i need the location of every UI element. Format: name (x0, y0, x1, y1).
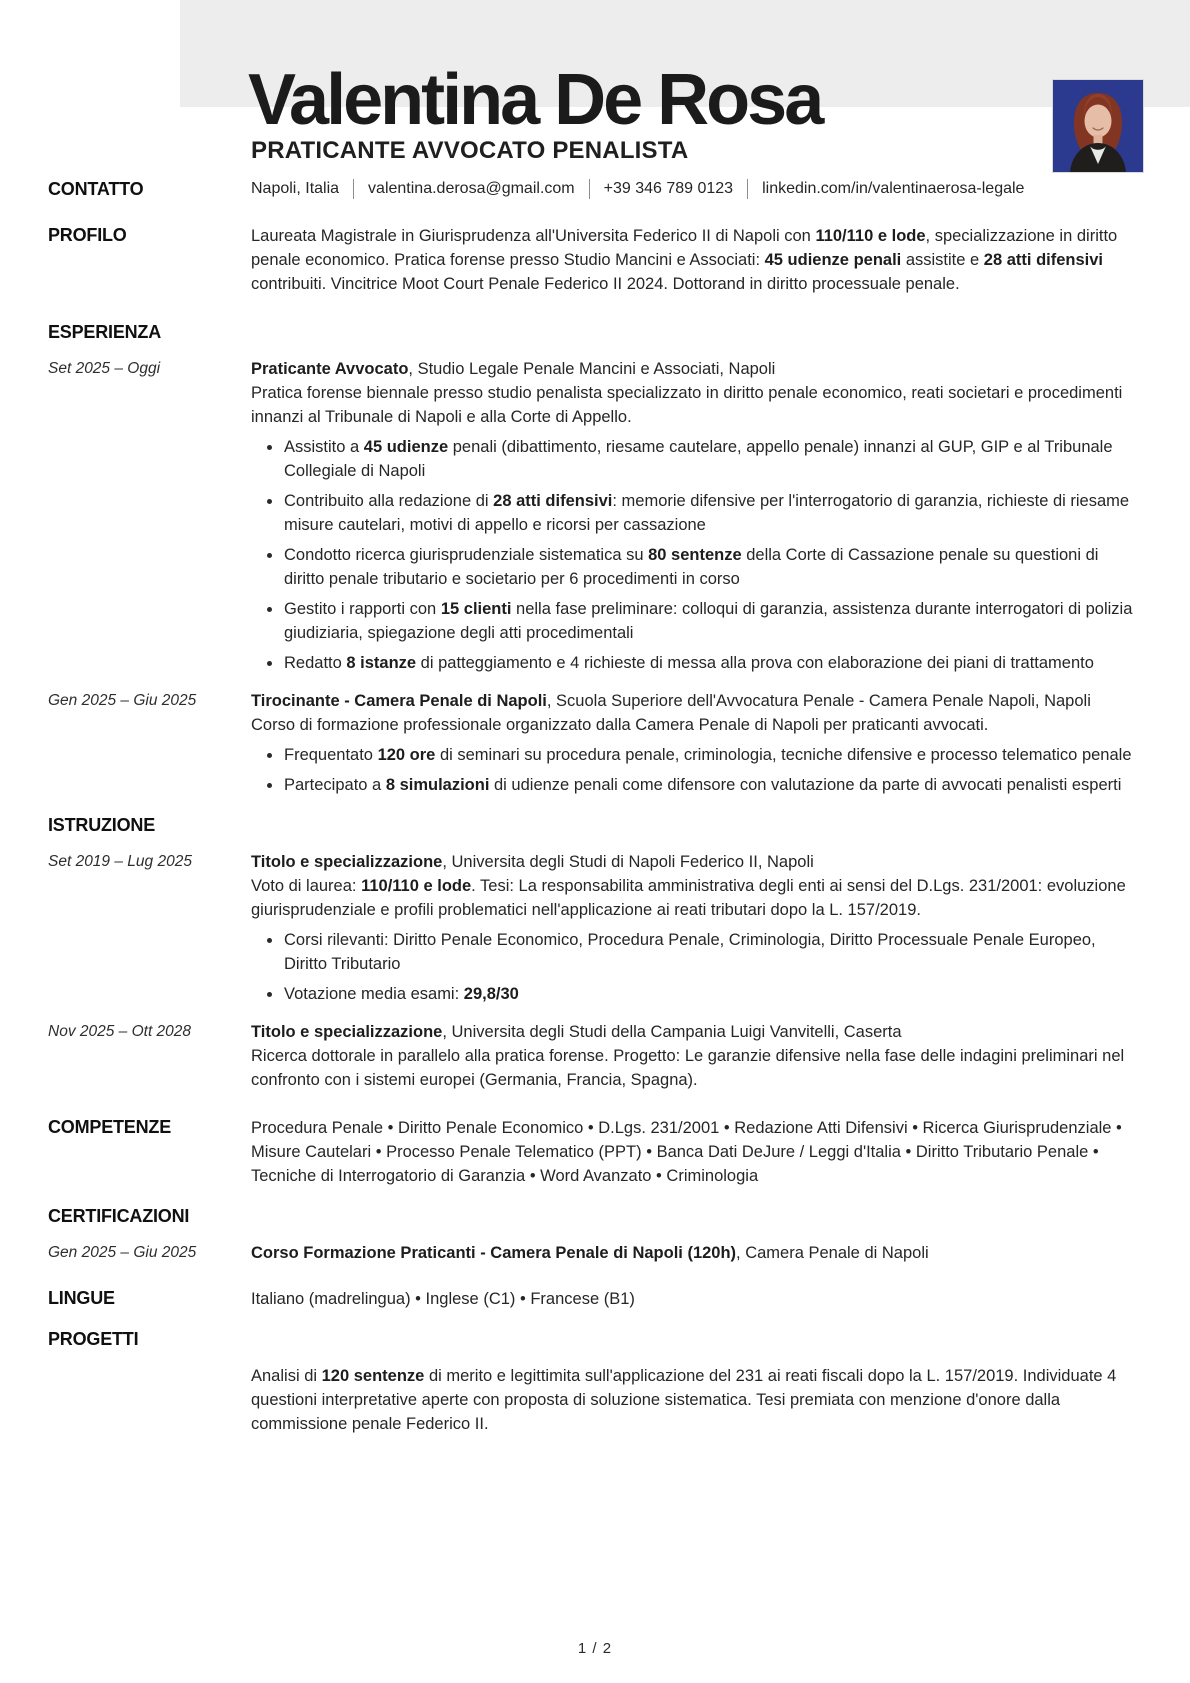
bullet-item: Partecipato a 8 simulazioni di udienze penali come difensore con valutazione da parte di avvocati penalisti esperti (251, 773, 1142, 797)
entry-date: Nov 2025 – Ott 2028 (48, 1023, 192, 1040)
section-label-istruzione: ISTRUZIONE (48, 815, 156, 835)
section-contact (48, 178, 1142, 200)
entry-content (251, 357, 1142, 675)
section-label-esperienza: ESPERIENZA (48, 322, 162, 342)
section-label-profilo: PROFILO (48, 225, 127, 245)
bullet-item: Contribuito alla redazione di 28 atti difensivi: memorie difensive per l'interrogatorio di garanzia, richieste di riesame misure cautelari, motivi di appello e ricorsi per cassazione (251, 489, 1142, 537)
skills-text: Procedura Penale • Diritto Penale Economico • D.Lgs. 231/2001 • Redazione Atti Difensivi • Ricerca Giurisprudenziale • Misure Cautelari • Processo Penale Telematico (PPT) • Banca Dati DeJure / Leggi d'Italia • Diritto Tributario Penale • Tecniche di Interrogatorio di Garanzia • Word Avanzato • Criminologia (251, 1119, 1122, 1185)
contact-email: valentina.derosa@gmail.com (368, 180, 575, 197)
entry-bullet-list (251, 928, 1142, 1006)
education-entry-2 (48, 1020, 1142, 1092)
entry-title: Titolo e specializzazione, Universita degli Studi della Campania Luigi Vanvitelli, Caserta (251, 1023, 902, 1041)
entry-title: Tirocinante - Camera Penale di Napoli, Scuola Superiore dell'Avvocatura Penale - Camera Penale Napoli, Napoli (251, 692, 1091, 710)
candidate-name: Valentina De Rosa (248, 60, 822, 140)
section-label-competenze: COMPETENZE (48, 1117, 172, 1137)
entry-description: Corso di formazione professionale organizzato dalla Camera Penale di Napoli per praticanti avvocati. (251, 716, 989, 734)
entry-content (251, 1020, 1142, 1092)
contact-linkedin: linkedin.com/in/valentinaerosa-legale (762, 180, 1025, 197)
section-label-lingue: LINGUE (48, 1288, 115, 1308)
entry-date: Gen 2025 – Giu 2025 (48, 692, 197, 709)
contact-phone: +39 346 789 0123 (603, 180, 734, 197)
bullet-item: Condotto ricerca giurisprudenziale sistematica su 80 sentenze della Corte di Cassazione penale su questioni di diritto penale tributario e societario per 6 procedimenti in corso (251, 543, 1142, 591)
experience-entry-1 (48, 357, 1142, 675)
bullet-item: Votazione media esami: 29,8/30 (251, 982, 1142, 1006)
certification-title: Corso Formazione Praticanti - Camera Penale di Napoli (120h), Camera Penale di Napoli (251, 1244, 929, 1262)
entry-title: Praticante Avvocato, Studio Legale Penale Mancini e Associati, Napoli (251, 360, 776, 378)
bullet-item: Gestito i rapporti con 15 clienti nella fase preliminare: colloqui di garanzia, assistenza durante interrogatori di polizia giudiziaria, spiegazione degli atti procedimentali (251, 597, 1142, 645)
contact-location: Napoli, Italia (251, 180, 340, 197)
section-skills (48, 1116, 1142, 1188)
projects-paragraph-row (48, 1364, 1142, 1436)
divider (589, 179, 590, 199)
profile-text: Laureata Magistrale in Giurisprudenza all'Universita Federico II di Napoli con 110/110 e lode, specializzazione in diritto penale economico. Pratica forense presso Studio Mancini e Associati: 45 udienze penali assistite e 28 atti difensivi contribuiti. Vincitrice Moot Court Penale Federico II 2024. Dottorand in diritto processuale penale. (251, 227, 1118, 293)
entry-date: Set 2025 – Oggi (48, 360, 161, 377)
candidate-job-title: PRATICANTE AVVOCATO PENALISTA (251, 137, 689, 164)
projects-text: Analisi di 120 sentenze di merito e legittimita sull'applicazione del 231 ai reati fiscali dopo la L. 157/2019. Individuate 4 questioni interpretative aperte con proposta di soluzione sistematica. Tesi premiata con menzione d'onore dalla commissione penale Federico II. (251, 1367, 1117, 1433)
entry-date: Gen 2025 – Giu 2025 (48, 1244, 197, 1261)
certification-entry (48, 1241, 1142, 1265)
entry-title: Titolo e specializzazione, Universita degli Studi di Napoli Federico II, Napoli (251, 853, 814, 871)
section-label-contatto: CONTATTO (48, 179, 144, 199)
contact-line (251, 178, 1142, 200)
entry-description: Pratica forense biennale presso studio penalista specializzato in diritto penale economico, reati societari e procedimenti innanzi al Tribunale di Napoli e alla Corte di Appello. (251, 384, 1123, 426)
section-label-certificazioni: CERTIFICAZIONI (48, 1206, 190, 1226)
entry-bullet-list (251, 435, 1142, 675)
divider (353, 179, 354, 199)
divider (747, 179, 748, 199)
bullet-item: Corsi rilevanti: Diritto Penale Economico, Procedura Penale, Criminologia, Diritto Processuale Penale Europeo, Diritto Tributario (251, 928, 1142, 976)
entry-date: Set 2019 – Lug 2025 (48, 853, 192, 870)
experience-entry-2 (48, 689, 1142, 797)
entry-description: Voto di laurea: 110/110 e lode. Tesi: La responsabilita amministrativa degli enti ai sensi del D.Lgs. 231/2001: evoluzione giurisprudenziale e profili problematici nell'applicazione ai reati tributari dopo la L. 157/2019. (251, 877, 1126, 919)
languages-text: Italiano (madrelingua) • Inglese (C1) • Francese (B1) (251, 1290, 635, 1308)
bullet-item: Frequentato 120 ore di seminari su procedura penale, criminologia, tecniche difensive e processo telematico penale (251, 743, 1142, 767)
entry-bullet-list (251, 743, 1142, 797)
section-label-progetti: PROGETTI (48, 1329, 139, 1349)
section-profile (48, 224, 1142, 296)
education-entry-1 (48, 850, 1142, 1006)
bullet-item: Assistito a 45 udienze penali (dibattimento, riesame cautelare, appello penale) innanzi al GUP, GIP e al Tribunale Collegiale di Napoli (251, 435, 1142, 483)
entry-description: Ricerca dottorale in parallelo alla pratica forense. Progetto: Le garanzie difensive nella fase delle indagini preliminari nel confronto con i sistemi europei (Germania, Francia, Spagna). (251, 1047, 1125, 1089)
entry-content (251, 850, 1142, 1006)
entry-content (251, 689, 1142, 797)
section-languages (48, 1287, 1142, 1311)
page-number: 1 / 2 (577, 1640, 613, 1657)
bullet-item: Redatto 8 istanze di patteggiamento e 4 richieste di messa alla prova con elaborazione dei piani di trattamento (251, 651, 1142, 675)
